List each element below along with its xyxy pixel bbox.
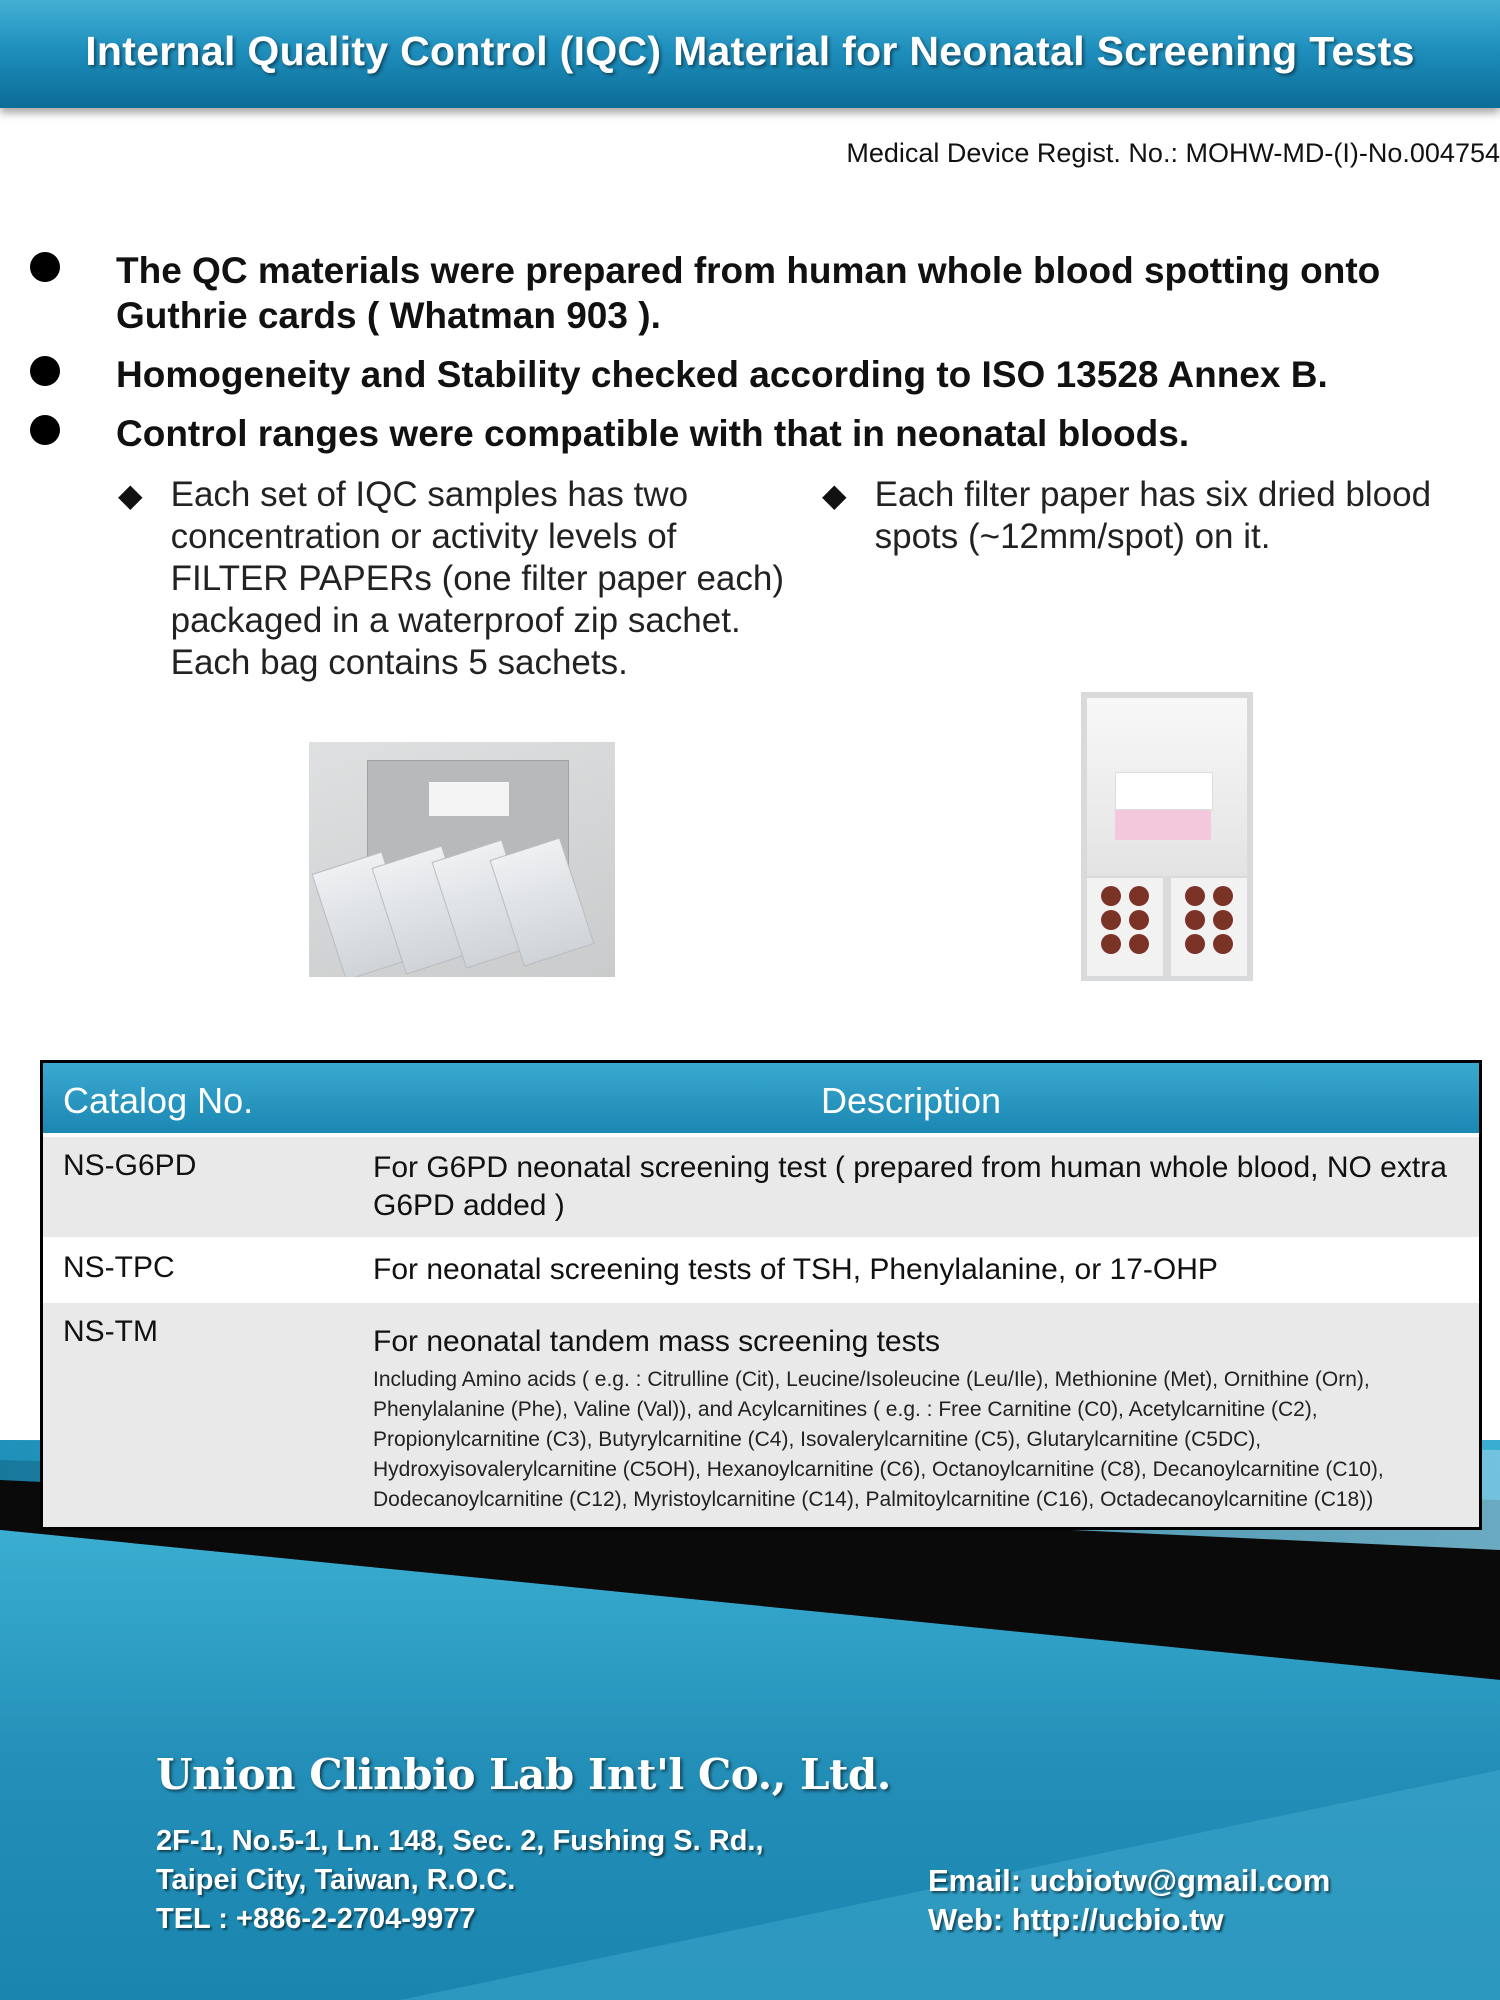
description-cell: For G6PD neonatal screening test ( prepared from human whole blood, NO extra G6PD added )	[373, 1151, 1447, 1222]
description-title: For neonatal tandem mass screening tests	[373, 1325, 940, 1358]
sub-item-filter-paper	[822, 474, 1462, 558]
feature-item	[30, 352, 1470, 397]
column-header-description: Description	[820, 1080, 1002, 1121]
company-name: Union Clinbio Lab Int'l Co., Ltd.	[156, 1750, 891, 1799]
feature-item	[30, 411, 1470, 456]
description-cell: For neonatal screening tests of TSH, Phenylalanine, or 17-OHP	[373, 1253, 1218, 1286]
catalog-number: NS-G6PD	[63, 1149, 197, 1182]
table-row	[43, 1135, 1479, 1237]
diamond-icon: ◆	[118, 477, 143, 513]
website-link[interactable]: Web: http://ucbio.tw	[928, 1902, 1224, 1937]
diamond-icon: ◆	[822, 477, 847, 513]
registration-number: Medical Device Regist. No.: MOHW-MD-(I)-No.004754	[846, 138, 1500, 168]
feature-text: The QC materials were prepared from human whole blood spotting onto Guthrie cards ( Whatman 903 ).	[116, 250, 1381, 336]
catalog-number: NS-TPC	[63, 1251, 175, 1284]
company-contact	[928, 1861, 1330, 1939]
feature-text: Homogeneity and Stability checked according to ISO 13528 Annex B.	[116, 354, 1328, 395]
catalog-number: NS-TM	[63, 1315, 158, 1348]
column-header-catalog: Catalog No.	[63, 1080, 254, 1121]
description-detail: Including Amino acids ( e.g. : Citrulline (Cit), Leucine/Isoleucine (Leu/Ile), Methionine (Met), Ornithine (Orn), Phenylalanine (Phe), Valine (Val)), and Acylcarnitines ( e.g. : Free Carnitine (C0), Acetylcarnitine (C2), Propionylcarnitine (C3), Butyrylcarnitine (C4), Isovalerylcarnitine (C5), Glutarylcarnitine (C5DC), Hydroxyisovalerylcarnitine (C5OH), Hexanoylcarnitine (C6), Octanoylcarnitine (C8), Decanoylcarnitine (C10), Dodecanoylcarnitine (C12), Myristoylcarnitine (C14), Palmitoylcarnitine (C16), Octadecanoylcarnitine (C18))	[373, 1368, 1384, 1511]
email-link[interactable]: Email: ucbiotw@gmail.com	[928, 1863, 1331, 1898]
feature-item	[30, 248, 1470, 338]
address-line: Taipei City, Taiwan, R.O.C.	[156, 1864, 516, 1896]
bullet-icon	[30, 356, 60, 386]
table-row	[43, 1237, 1479, 1301]
page-title: Internal Quality Control (IQC) Material for Neonatal Screening Tests	[85, 28, 1415, 74]
bullet-icon	[30, 415, 60, 445]
header-bar	[0, 0, 1500, 108]
phone-number: TEL : +886-2-2704-9977	[156, 1903, 476, 1935]
sachet-bag-photo	[309, 742, 615, 977]
sub-item-text: Each filter paper has six dried blood spots (~12mm/spot) on it.	[874, 475, 1432, 556]
company-address	[156, 1822, 764, 1939]
address-line: 2F-1, No.5-1, Ln. 148, Sec. 2, Fushing S. Rd.,	[156, 1825, 764, 1857]
feature-text: Control ranges were compatible with that in neonatal bloods.	[116, 413, 1190, 454]
sub-item-packaging	[118, 474, 798, 684]
feature-list	[30, 248, 1470, 470]
description-cell	[373, 1303, 1479, 1527]
bullet-icon	[30, 252, 60, 282]
table-header	[43, 1063, 1479, 1135]
sub-item-text: Each set of IQC samples has two concentration or activity levels of FILTER PAPERs (one filter paper each) packaged in a waterproof zip sachet. Each bag contains 5 sachets.	[170, 475, 784, 682]
filter-paper-photo	[1081, 692, 1253, 981]
catalog-table	[40, 1060, 1482, 1530]
table-row	[43, 1301, 1479, 1527]
